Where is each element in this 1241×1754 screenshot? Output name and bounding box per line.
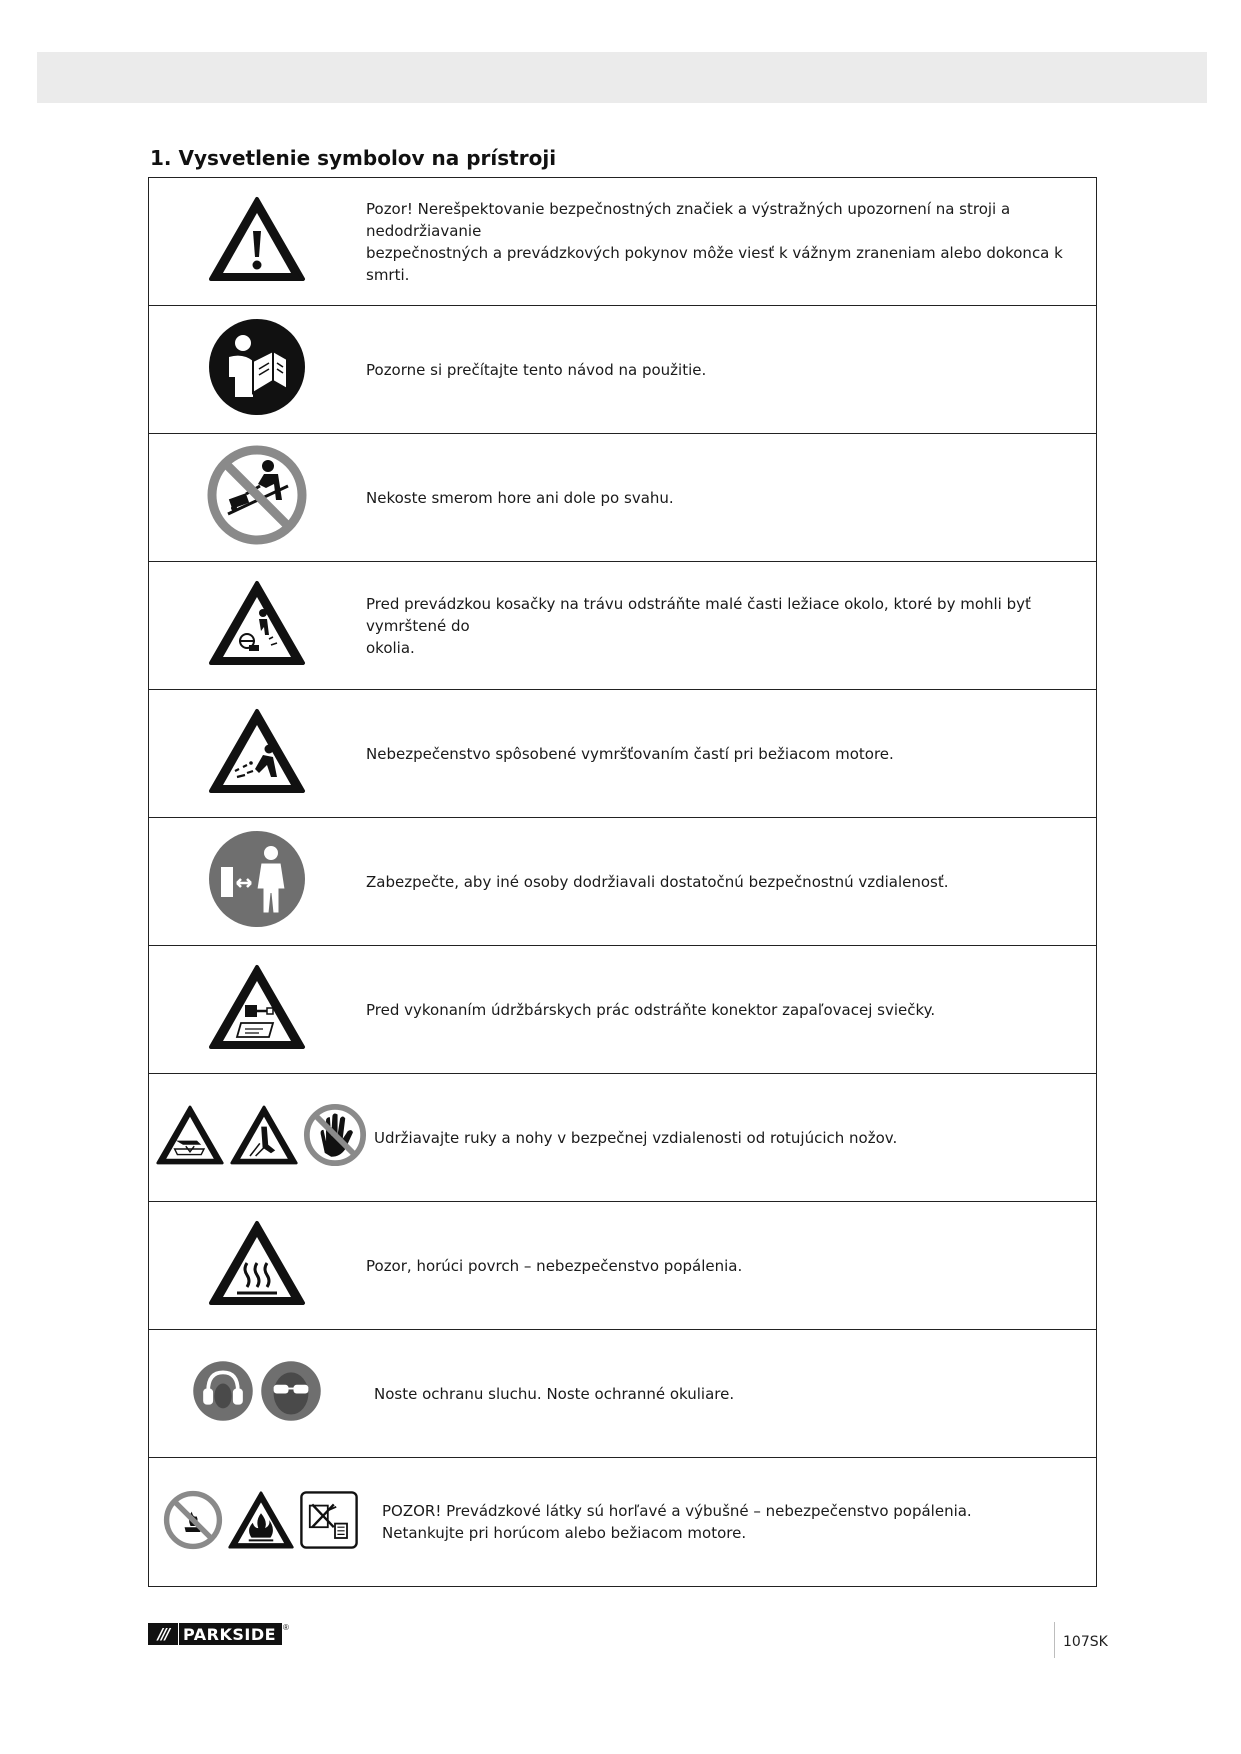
no-refuel-hot-engine-icon bbox=[299, 1490, 359, 1555]
read-manual-icon bbox=[207, 317, 307, 422]
table-row bbox=[149, 1330, 1096, 1458]
icon-cell bbox=[149, 1202, 365, 1329]
row-text: Noste ochranu sluchu. Noste ochranné okuliare. bbox=[374, 1384, 735, 1403]
icon-cell bbox=[149, 818, 365, 945]
row-text: POZOR! Prevádzkové látky sú horľavé a výbušné – nebezpečenstvo popálenia. Netankujte pri horúcom alebo bežiacom motore. bbox=[382, 1502, 972, 1542]
brand-name: PARKSIDE bbox=[179, 1623, 282, 1645]
icon-cell bbox=[149, 434, 365, 561]
page-number: 107SK bbox=[1063, 1634, 1108, 1650]
icon-cell bbox=[149, 946, 365, 1073]
row-text: Udržiavajte ruky a nohy v bezpečnej vzdialenosti od rotujúcich nožov. bbox=[374, 1128, 898, 1147]
thrown-objects-warning-icon bbox=[207, 707, 307, 800]
table-row bbox=[149, 946, 1096, 1074]
page-divider bbox=[1054, 1622, 1055, 1658]
icon-cell bbox=[149, 1458, 373, 1586]
header-band bbox=[37, 52, 1207, 103]
row-text: Pozorne si prečítajte tento návod na použitie. bbox=[366, 360, 707, 379]
row-text: Zabezpečte, aby iné osoby dodržiavali dostatočnú bezpečnostnú vzdialenosť. bbox=[366, 872, 949, 891]
table-row bbox=[149, 562, 1096, 690]
hand-blade-warning-icon bbox=[155, 1104, 225, 1171]
icon-cell bbox=[149, 178, 365, 305]
brand-logo bbox=[148, 1623, 289, 1645]
hot-surface-warning-icon bbox=[207, 1219, 307, 1312]
table-row bbox=[149, 690, 1096, 818]
registered-mark: ® bbox=[283, 1623, 289, 1632]
row-text: Pred vykonaním údržbárskych prác odstráňte konektor zapaľovacej sviečky. bbox=[366, 1000, 936, 1019]
logo-stripes-icon: /// bbox=[148, 1623, 178, 1645]
row-text: Pred prevádzkou kosačky na trávu odstráňte malé časti ležiace okolo, ktoré by mohli byť vymrštené do okolia. bbox=[366, 594, 1031, 657]
foot-blade-warning-icon bbox=[229, 1104, 299, 1171]
remove-debris-warning-icon bbox=[207, 579, 307, 672]
icon-cell bbox=[149, 562, 365, 689]
section-title-text: Vysvetlenie symbolov na prístroji bbox=[178, 146, 557, 170]
icon-cell bbox=[149, 306, 365, 433]
table-row bbox=[149, 178, 1096, 306]
table-row bbox=[149, 306, 1096, 434]
keep-distance-icon bbox=[207, 829, 307, 934]
symbol-table bbox=[148, 177, 1097, 1587]
table-row bbox=[149, 1458, 1096, 1586]
table-row bbox=[149, 434, 1096, 562]
flammable-warning-icon bbox=[227, 1490, 295, 1555]
section-number: 1. bbox=[150, 146, 172, 170]
icon-cell bbox=[149, 1330, 365, 1457]
spark-plug-warning-icon bbox=[207, 963, 307, 1056]
row-text: Nekoste smerom hore ani dole po svahu. bbox=[366, 488, 674, 507]
table-row bbox=[149, 1074, 1096, 1202]
icon-cell bbox=[149, 1074, 373, 1201]
warning-exclamation-icon bbox=[207, 195, 307, 288]
row-text: Pozor, horúci povrch – nebezpečenstvo popálenia. bbox=[366, 1256, 743, 1275]
row-text: Pozor! Nerešpektovanie bezpečnostných značiek a výstražných upozornení na stroji a nedodržiavanie bezpečnostných a prevádzkových pokynov môže viesť k vážnym zraneniam alebo dokonca k smrti. bbox=[366, 199, 1063, 284]
row-text: Nebezpečenstvo spôsobené vymršťovaním častí pri bežiacom motore. bbox=[366, 744, 894, 763]
eye-protection-icon bbox=[260, 1360, 322, 1427]
table-row bbox=[149, 1202, 1096, 1330]
no-slope-mowing-icon bbox=[206, 444, 308, 551]
page-title bbox=[150, 146, 556, 170]
no-hands-icon bbox=[303, 1103, 367, 1172]
icon-cell bbox=[149, 690, 365, 817]
ear-protection-icon bbox=[192, 1360, 254, 1427]
table-row bbox=[149, 818, 1096, 946]
no-fire-icon bbox=[163, 1490, 223, 1555]
